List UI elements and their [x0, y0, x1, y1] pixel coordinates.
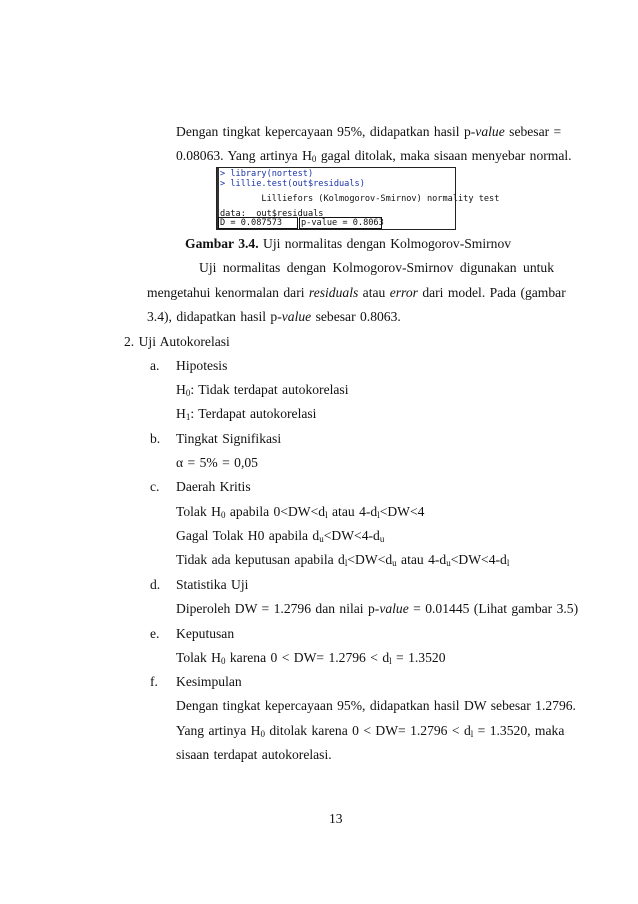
- item-f-title: [176, 673, 242, 690]
- subscript: l: [506, 558, 510, 568]
- console-test-title: Lilliefors (Kolmogorov-Smirnov) normality test: [220, 194, 500, 204]
- item-b-title: [176, 430, 281, 447]
- decision-line: [176, 649, 446, 666]
- critical-no-decision: [176, 551, 509, 568]
- text: atau 4-d: [327, 504, 378, 519]
- text: Tidak ada keputusan apabila d: [176, 552, 345, 567]
- text: Hipotesis: [176, 358, 228, 373]
- text: Tolak H: [176, 650, 221, 665]
- text: mengetahui kenormalan dari: [147, 285, 309, 300]
- italic-text: error: [389, 285, 418, 300]
- item-e-label: [150, 625, 159, 642]
- text: sisaan terdapat autokorelasi.: [176, 747, 332, 762]
- text: ditolak karena 0 < DW= 1.2796 < d: [264, 723, 471, 738]
- text: b.: [150, 431, 161, 446]
- italic-text: value: [379, 601, 409, 616]
- item-d-title: [176, 576, 248, 593]
- test-statistic: [176, 600, 578, 617]
- text: : Tidak terdapat autokorelasi: [190, 382, 349, 397]
- highlight-box-p: [299, 217, 382, 229]
- subscript: 0: [220, 656, 226, 666]
- subscript: 0: [220, 510, 226, 520]
- subscript: u: [446, 558, 451, 568]
- text: c.: [150, 479, 160, 494]
- subscript: 0: [260, 729, 265, 739]
- text: = 1.3520: [391, 650, 446, 665]
- text: atau 4-d: [396, 552, 447, 567]
- subscript: u: [392, 558, 397, 568]
- critical-fail-reject: [176, 527, 384, 544]
- text: Tingkat Signifikasi: [176, 431, 282, 446]
- text: = 1.3520, maka: [473, 723, 565, 738]
- text: sebesar 0.8063.: [311, 309, 401, 324]
- text: Statistika Uji: [176, 577, 249, 592]
- italic-text: value: [475, 124, 505, 139]
- text: Dengan tingkat kepercayaan 95%, didapatkan hasil p-: [176, 124, 476, 139]
- text: d.: [150, 577, 161, 592]
- text: apabila 0<DW<d: [225, 504, 326, 519]
- text: Keputusan: [176, 626, 235, 641]
- item-c-title: [176, 478, 251, 495]
- figure-label: Gambar 3.4.: [185, 236, 259, 251]
- console-p-value: p-value = 0.8063: [301, 218, 384, 228]
- text: Kesimpulan: [176, 674, 242, 689]
- subscript: l: [470, 729, 474, 739]
- console-command-2: > lillie.test(out$residuals): [220, 179, 365, 189]
- console-d-stat: D = 0.087573: [220, 218, 283, 228]
- subscript: l: [325, 510, 328, 520]
- page-number: [329, 810, 343, 827]
- highlight-box-d: [218, 217, 298, 229]
- text: = 0.01445 (Lihat gambar 3.5): [408, 601, 579, 616]
- text: atau: [358, 285, 390, 300]
- subscript: u: [379, 534, 385, 544]
- hypothesis-h1: [176, 405, 316, 422]
- conclusion-line-1: [176, 697, 576, 714]
- text: Tolak H: [176, 504, 221, 519]
- text: H: [176, 406, 186, 421]
- subscript: 0: [311, 154, 317, 164]
- text: H: [176, 382, 186, 397]
- item-a-label: [150, 357, 159, 374]
- text: Diperoleh DW = 1.2796 dan nilai p-: [176, 601, 380, 616]
- item-c-label: [150, 478, 159, 495]
- para-line-2: [147, 284, 566, 301]
- text: f.: [150, 674, 158, 689]
- text: <DW<4-d: [323, 528, 380, 543]
- para-line-3: [147, 308, 401, 325]
- text: e.: [150, 626, 160, 641]
- subscript: l: [377, 510, 380, 520]
- text: <DW<4: [379, 504, 425, 519]
- subscript: 0: [185, 388, 191, 398]
- text: gagal ditolak, maka sisaan menyebar normal.: [316, 148, 572, 163]
- text: Daerah Kritis: [176, 479, 251, 494]
- text: karena 0 < DW= 1.2796 < d: [225, 650, 390, 665]
- hypothesis-h0: [176, 381, 349, 398]
- conclusion-line-3: [176, 746, 332, 763]
- conclusion-line-2: [176, 722, 564, 739]
- item-a-title: [176, 357, 227, 374]
- subscript: u: [319, 534, 324, 544]
- text: α = 5% = 0,05: [176, 455, 258, 470]
- text: <DW<d: [347, 552, 393, 567]
- text: a.: [150, 358, 160, 373]
- text: Yang artinya H: [176, 723, 261, 738]
- caption-text: Uji normalitas dengan Kolmogorov-Smirnov: [258, 236, 512, 251]
- alpha-value: [176, 454, 258, 471]
- text: dari model. Pada (gambar: [417, 285, 566, 300]
- subscript: 1: [185, 412, 191, 422]
- console-command-1: > library(nortest): [220, 169, 314, 179]
- para-line-1: [199, 259, 554, 276]
- text: Dengan tingkat kepercayaan 95%, didapatkan hasil DW sebesar 1.2796.: [176, 698, 576, 713]
- text: sebesar =: [504, 124, 562, 139]
- text: 3.4), didapatkan hasil p-: [147, 309, 282, 324]
- item-e-title: [176, 625, 234, 642]
- italic-text: value: [281, 309, 312, 324]
- subscript: l: [344, 558, 348, 568]
- text: 13: [329, 811, 343, 826]
- text: <DW<4-d: [450, 552, 507, 567]
- critical-reject: [176, 503, 424, 520]
- r-console-screenshot: [216, 167, 500, 230]
- console-data-line: data: out$residuals: [220, 209, 324, 219]
- item-d-label: [150, 576, 160, 593]
- item-f-label: [150, 673, 158, 690]
- text: : Terdapat autokorelasi: [190, 406, 317, 421]
- text: Uji normalitas dengan Kolmogorov-Smirnov digunakan untuk: [199, 260, 554, 275]
- text: 2. Uji Autokorelasi: [124, 334, 230, 349]
- item-b-label: [150, 430, 160, 447]
- intro-line-1: [176, 123, 561, 140]
- subscript: l: [389, 656, 392, 666]
- text: Gagal Tolak H0 apabila d: [176, 528, 320, 543]
- text: 0.08063. Yang artinya H: [176, 148, 312, 163]
- figure-caption: [185, 235, 511, 252]
- intro-line-2: [176, 147, 572, 164]
- italic-text: residuals: [308, 285, 359, 300]
- section-heading: [124, 333, 230, 350]
